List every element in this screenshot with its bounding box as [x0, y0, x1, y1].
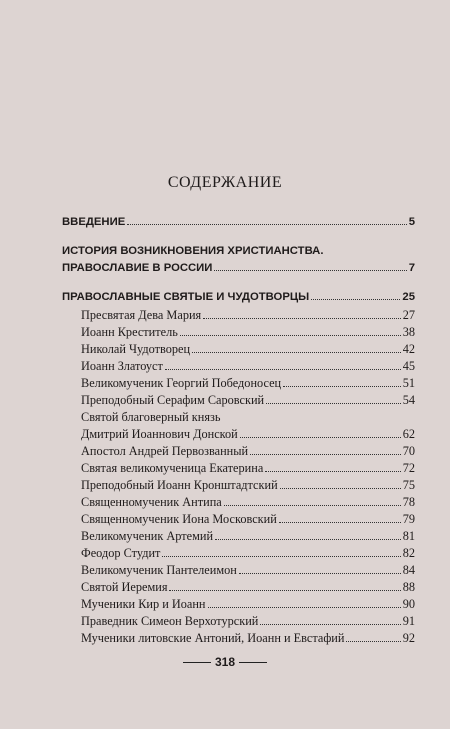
toc-entry: [81, 614, 415, 629]
toc-entry: [81, 393, 415, 408]
toc-entry-label: Николай Чудотворец: [81, 342, 191, 356]
toc-entry-label: Великомученик Пантелеимон: [81, 563, 237, 577]
toc-entry: [81, 563, 415, 578]
toc-page-number: 62: [402, 427, 415, 441]
leader-dots: [208, 606, 401, 608]
toc-section-intro: [62, 216, 415, 228]
toc-entry-label: Священномученик Антипа: [81, 495, 222, 509]
toc-section-label: ПРАВОСЛАВНЫЕ СВЯТЫЕ И ЧУДОТВОРЦЫ: [62, 291, 310, 303]
toc-section-history-line1: ИСТОРИЯ ВОЗНИКНОВЕНИЯ ХРИСТИАНСТВА.: [62, 245, 324, 257]
leader-dots: [250, 453, 401, 455]
toc-entry: [81, 631, 415, 646]
toc-entry-line1: Святой благоверный князь: [81, 410, 221, 424]
toc-page-number: 42: [402, 342, 415, 356]
toc-page-number: 45: [402, 359, 415, 373]
toc-page-number: 27: [402, 308, 415, 322]
toc-entry-label: Иоанн Златоуст: [81, 359, 163, 373]
toc-page-number: 25: [402, 291, 415, 303]
toc-entry-label: Святой Иеремия: [81, 580, 168, 594]
leader-dots: [240, 436, 401, 438]
toc-page-number: 92: [402, 631, 415, 645]
toc-page-number: 70: [402, 444, 415, 458]
toc-section-saints: [62, 291, 415, 303]
leader-dots: [279, 521, 401, 523]
leader-dots: [169, 589, 400, 591]
toc-entry-label: Феодор Студит: [81, 546, 161, 560]
leader-dots: [203, 317, 400, 319]
footer-dash-left: [183, 662, 211, 663]
toc-entry-label: Мученики Кир и Иоанн: [81, 597, 206, 611]
toc-page-number: 72: [402, 461, 415, 475]
toc-page-number: 78: [402, 495, 415, 509]
leader-dots: [180, 334, 401, 336]
toc-entry: [81, 529, 415, 544]
toc-entry-label: Апостол Андрей Первозванный: [81, 444, 249, 458]
page-number: 318: [214, 655, 236, 669]
leader-dots: [215, 538, 401, 540]
toc-page-number: 75: [402, 478, 415, 492]
toc-entry-label: Священномученик Иона Московский: [81, 512, 277, 526]
leader-dots: [224, 504, 401, 506]
toc-entry: [81, 376, 415, 391]
toc-entry: [81, 308, 415, 323]
toc-entry: [81, 546, 415, 561]
leader-dots: [266, 402, 401, 404]
toc-page-number: 84: [402, 563, 415, 577]
leader-dots: [260, 623, 400, 625]
leader-dots: [346, 640, 400, 642]
toc-entry: [81, 512, 415, 527]
toc-entry: [81, 359, 415, 374]
toc-entry-label: Преподобный Серафим Саровский: [81, 393, 265, 407]
toc-entry: [81, 444, 415, 459]
toc-page-number: 90: [402, 597, 415, 611]
toc-entry-label: Дмитрий Иоаннович Донской: [81, 427, 238, 441]
toc-page-number: 81: [402, 529, 415, 543]
toc-entry-label: Иоанн Креститель: [81, 325, 178, 339]
toc-entry-label: Мученики литовские Антоний, Иоанн и Евстафий: [81, 631, 345, 645]
leader-dots: [162, 555, 400, 557]
leader-dots: [192, 351, 401, 353]
page-title: СОДЕРЖАНИЕ: [167, 174, 283, 191]
leader-dots: [127, 223, 406, 225]
toc-entry-label: Пресвятая Дева Мария: [81, 308, 202, 322]
toc-page-number: 51: [402, 376, 415, 390]
toc-entry-label: Великомученик Георгий Победоносец: [81, 376, 282, 390]
toc-entry: [81, 461, 415, 476]
toc-page-number: 7: [408, 262, 415, 274]
leader-dots: [214, 269, 406, 271]
toc-entry: [81, 478, 415, 493]
leader-dots: [283, 385, 401, 387]
toc-page-number: 91: [402, 614, 415, 628]
toc-section-history: [62, 262, 415, 274]
toc-entry-label: Святая великомученица Екатерина: [81, 461, 264, 475]
toc-entry-label: Преподобный Иоанн Кронштадтский: [81, 478, 278, 492]
toc-page-number: 79: [402, 512, 415, 526]
footer-dash-right: [239, 662, 267, 663]
toc-entry: [81, 597, 415, 612]
toc-entry-label: Праведник Симеон Верхотурский: [81, 614, 259, 628]
leader-dots: [280, 487, 401, 489]
toc-entry: [81, 325, 415, 340]
toc-section-label: ВВЕДЕНИЕ: [62, 216, 126, 228]
page-footer: [0, 655, 450, 669]
leader-dots: [265, 470, 400, 472]
toc-entry: [81, 342, 415, 357]
toc-entry: [81, 580, 415, 595]
toc-page-number: 5: [408, 216, 415, 228]
toc-entry: [81, 495, 415, 510]
toc-page-number: 88: [402, 580, 415, 594]
toc-page-number: 38: [402, 325, 415, 339]
leader-dots: [311, 298, 400, 300]
leader-dots: [165, 368, 401, 370]
toc-page-number: 82: [402, 546, 415, 560]
toc-entry-label: Великомученик Артемий: [81, 529, 214, 543]
leader-dots: [239, 572, 401, 574]
toc-page-number: 54: [402, 393, 415, 407]
toc-section-label: ПРАВОСЛАВИЕ В РОССИИ: [62, 262, 213, 274]
toc-entry: [81, 427, 415, 442]
